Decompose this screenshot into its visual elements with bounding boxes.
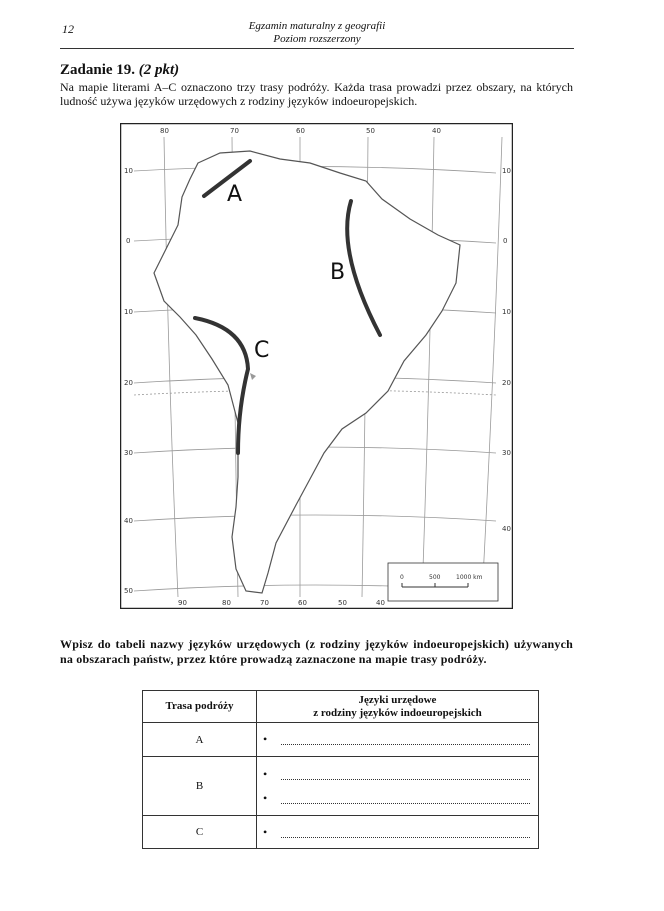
lat-left-50s: 50 bbox=[124, 587, 133, 595]
lat-left-40s: 40 bbox=[124, 517, 133, 525]
instruction: Wpisz do tabeli nazwy języków urzędowych (z rodziny języków indoeuropejskich) używanych na obszarach państw, przez które prowadzą zaznaczone na mapie trasy podróży. bbox=[60, 637, 573, 666]
dotted-line[interactable] bbox=[281, 793, 530, 804]
task-text: Na mapie literami A–C oznaczono trzy trasy podróży. Każda trasa prowadzi przez obszary, na których ludność używa języków urzędowych z rodziny języków indoeuropejskich. bbox=[60, 80, 573, 108]
lat-left-30s: 30 bbox=[124, 449, 133, 457]
dotted-line[interactable] bbox=[281, 734, 530, 745]
lat-left-10s: 10 bbox=[124, 308, 133, 316]
task-number: Zadanie 19. bbox=[60, 62, 136, 78]
scale-label-500: 500 bbox=[429, 574, 441, 581]
header-languages bbox=[257, 691, 539, 723]
table-row bbox=[143, 723, 539, 757]
route-label-c: C bbox=[254, 338, 270, 363]
answer-table-header bbox=[143, 691, 539, 723]
lat-right-10s: 10 bbox=[502, 308, 511, 316]
dotted-line[interactable] bbox=[281, 769, 530, 780]
scale-label-0: 0 bbox=[400, 574, 404, 581]
lat-left-20s: 20 bbox=[124, 379, 133, 387]
lat-right-0: 0 bbox=[503, 237, 508, 245]
route-cell-a: A bbox=[143, 723, 257, 757]
table-row bbox=[143, 757, 539, 816]
lon-bottom-90: 90 bbox=[178, 599, 187, 607]
map-svg bbox=[120, 123, 513, 609]
lon-bottom-70: 70 bbox=[260, 599, 269, 607]
lon-top-70: 70 bbox=[230, 127, 239, 135]
page-number: 12 bbox=[62, 22, 74, 36]
exam-level: Poziom rozszerzony bbox=[273, 33, 361, 45]
answer-line[interactable] bbox=[257, 728, 538, 752]
south-america-map bbox=[120, 123, 513, 609]
table-row bbox=[143, 816, 539, 849]
scale-bar bbox=[388, 563, 498, 601]
route-label-b: B bbox=[330, 260, 346, 285]
header-route: Trasa podróży bbox=[143, 691, 257, 723]
lat-right-30s: 30 bbox=[502, 449, 511, 457]
lon-top-60: 60 bbox=[296, 127, 305, 135]
route-cell-c: C bbox=[143, 816, 257, 849]
lat-right-40s: 40 bbox=[502, 525, 511, 533]
bullet: • bbox=[263, 766, 268, 781]
lat-right-20s: 20 bbox=[502, 379, 511, 387]
answer-line[interactable] bbox=[257, 762, 538, 786]
lon-bottom-40: 40 bbox=[376, 599, 385, 607]
bullet: • bbox=[263, 790, 268, 805]
dotted-line[interactable] bbox=[281, 827, 530, 838]
lon-top-40: 40 bbox=[432, 127, 441, 135]
answer-line[interactable] bbox=[257, 820, 538, 844]
header-languages-line1: Języki urzędowe bbox=[358, 693, 437, 706]
task-title bbox=[60, 62, 179, 79]
lat-left-10n: 10 bbox=[124, 167, 133, 175]
scale-label-1000: 1000 km bbox=[456, 574, 483, 581]
lon-top-50: 50 bbox=[366, 127, 375, 135]
answer-table bbox=[142, 690, 539, 849]
answer-line[interactable] bbox=[257, 786, 538, 810]
lon-bottom-80: 80 bbox=[222, 599, 231, 607]
answer-cell-a[interactable] bbox=[257, 723, 539, 757]
header-rule bbox=[60, 48, 574, 49]
route-label-a: A bbox=[227, 182, 243, 207]
task-points: (2 pkt) bbox=[138, 62, 180, 78]
lon-top-80: 80 bbox=[160, 127, 169, 135]
route-cell-b: B bbox=[143, 757, 257, 816]
lon-bottom-60: 60 bbox=[298, 599, 307, 607]
bullet: • bbox=[263, 824, 268, 839]
exam-title: Egzamin maturalny z geografii bbox=[248, 20, 386, 32]
answer-cell-b[interactable] bbox=[257, 757, 539, 816]
header-languages-line2: z rodziny języków indoeuropejskich bbox=[313, 706, 482, 719]
lon-bottom-50: 50 bbox=[338, 599, 347, 607]
answer-cell-c[interactable] bbox=[257, 816, 539, 849]
lat-left-0: 0 bbox=[126, 237, 131, 245]
lat-right-10n: 10 bbox=[502, 167, 511, 175]
bullet: • bbox=[263, 732, 268, 746]
page-header bbox=[200, 20, 434, 46]
